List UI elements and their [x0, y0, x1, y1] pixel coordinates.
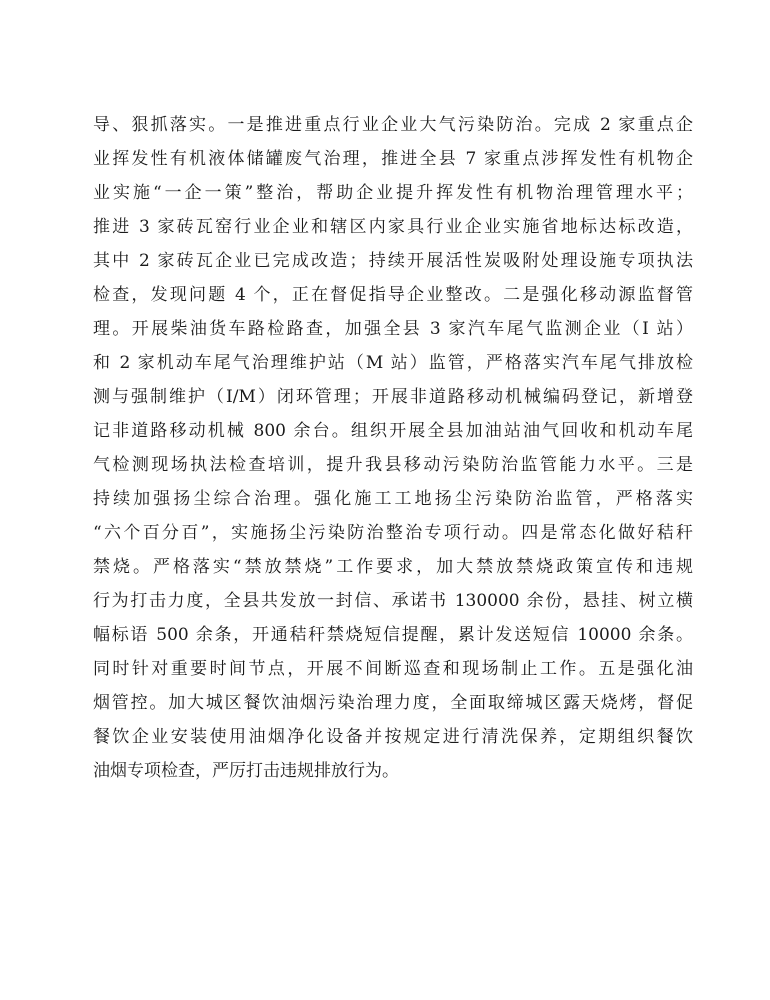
text-line: 业挥发性有机液体储罐废气治理，推进全县 7 家重点涉挥发性有机物企: [93, 149, 693, 169]
text-line: 行为打击力度，全县共发放一封信、承诺书 130000 余份，悬挂、树立横: [93, 591, 693, 611]
text-line: 和 2 家机动车尾气治理维护站（M 站）监管，严格落实汽车尾气排放检: [93, 353, 693, 373]
text-line: 测与强制维护（I/M）闭环管理；开展非道路移动机械编码登记，新增登: [93, 387, 693, 407]
body-text: [93, 108, 693, 788]
text-line: 其中 2 家砖瓦企业已完成改造；持续开展活性炭吸附处理设施专项执法: [93, 251, 693, 271]
text-line: 持续加强扬尘综合治理。强化施工工地扬尘污染防治监管，严格落实: [93, 489, 693, 509]
text-line: 推进 3 家砖瓦窑行业企业和辖区内家具行业企业实施省地标达标改造，: [93, 217, 693, 237]
text-line: 气检测现场执法检查培训，提升我县移动污染防治监管能力水平。三是: [93, 455, 693, 475]
text-line: 业实施“一企一策”整治，帮助企业提升挥发性有机物治理管理水平；: [93, 183, 693, 203]
text-line: 幅标语 500 余条，开通秸秆禁烧短信提醒，累计发送短信 10000 余条。: [93, 625, 693, 645]
text-line: 同时针对重要时间节点，开展不间断巡查和现场制止工作。五是强化油: [93, 659, 693, 679]
text-line: 烟管控。加大城区餐饮油烟污染治理力度，全面取缔城区露天烧烤，督促: [93, 693, 693, 713]
text-line: 检查，发现问题 4 个，正在督促指导企业整改。二是强化移动源监督管: [93, 285, 693, 305]
text-line-last: 油烟专项检查，严厉打击违规排放行为。: [93, 761, 399, 781]
text-line: 禁烧。严格落实“禁放禁烧”工作要求，加大禁放禁烧政策宣传和违规: [93, 557, 693, 577]
text-line: 理。开展柴油货车路检路查，加强全县 3 家汽车尾气监测企业（I 站）: [93, 319, 693, 339]
text-line: 餐饮企业安装使用油烟净化设备并按规定进行清洗保养，定期组织餐饮: [93, 727, 693, 747]
text-line: “六个百分百”，实施扬尘污染防治整治专项行动。四是常态化做好秸秆: [93, 523, 693, 543]
text-line: 记非道路移动机械 800 余台。组织开展全县加油站油气回收和机动车尾: [93, 421, 693, 441]
text-line: 导、狠抓落实。一是推进重点行业企业大气污染防治。完成 2 家重点企: [93, 115, 693, 135]
